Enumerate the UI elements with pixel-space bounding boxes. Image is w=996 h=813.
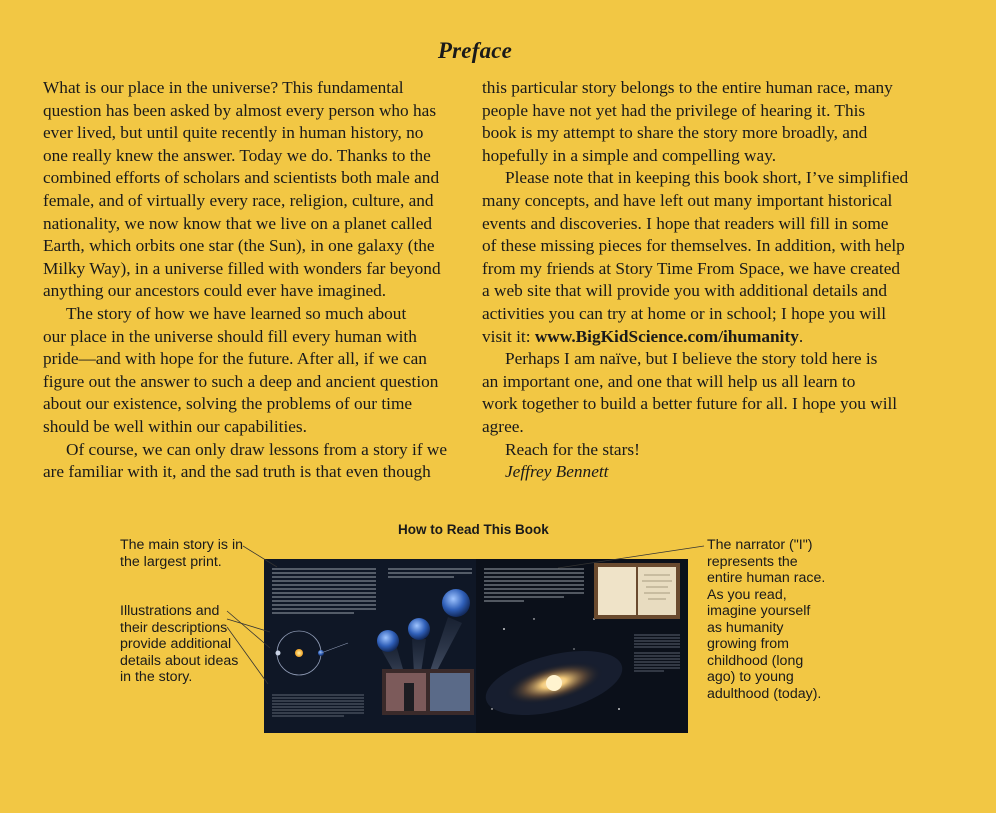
- text-line: one really knew the answer. Today we do. Thanks to the: [43, 145, 431, 165]
- callout-line: The narrator ("I"): [707, 537, 813, 553]
- text-line: question has been asked by almost every person who has: [43, 100, 437, 120]
- callout-line: adulthood (today).: [707, 685, 822, 702]
- left-text-column: [43, 77, 448, 484]
- callout-main-story: [120, 537, 243, 570]
- callout-line: represents the: [707, 553, 798, 570]
- text-line: an important one, and one that will help us all learn to: [482, 371, 856, 391]
- text-line: our place in the universe should fill every human with: [43, 326, 417, 346]
- text-line: many concepts, and have left out many important historical: [482, 190, 893, 210]
- text-line: events and discoveries. I hope that readers will fill in some: [482, 213, 889, 233]
- website-link[interactable]: www.BigKidScience.com/ihumanity: [534, 326, 799, 346]
- text-line: people have not yet had the privilege of hearing it. This: [482, 100, 866, 120]
- text-line: a web site that will provide you with additional details and: [482, 281, 888, 301]
- callout-narrator: [707, 537, 825, 702]
- callout-line: The main story is in: [120, 537, 243, 553]
- text-line: activities you can try at home or in school; I hope you will: [482, 303, 887, 323]
- text-line: The story of how we have learned so much about: [66, 303, 407, 323]
- url-line: [482, 326, 910, 349]
- text-line: Milky Way), in a universe filled with wonders far beyond: [43, 258, 441, 278]
- text-line: should be well within our capabilities.: [43, 416, 307, 436]
- visit-suffix: .: [798, 326, 804, 346]
- text-line: about our existence, solving the problems of our time: [43, 394, 413, 414]
- window-scene: [382, 669, 474, 715]
- book-spread-illustration: [264, 559, 688, 733]
- callout-illustrations: [120, 603, 238, 686]
- text-line: ever lived, but until quite recently in human history, no: [43, 123, 424, 143]
- text-line: nationality, we now know that we live on a planet called: [43, 213, 433, 233]
- text-line: hopefully in a simple and compelling way.: [482, 145, 777, 165]
- text-line: Earth, which orbits one star (the Sun), in one galaxy (the: [43, 236, 435, 256]
- text-line: work together to build a better future for all. I hope you will: [482, 394, 898, 414]
- signature: Jeffrey Bennett: [505, 462, 609, 482]
- closing-line: Reach for the stars!: [505, 439, 640, 459]
- callout-line: ago) to young: [707, 669, 794, 685]
- text-line: this particular story belongs to the entire human race, many: [482, 78, 893, 97]
- text-line: Perhaps I am naïve, but I believe the story told here is: [505, 349, 878, 369]
- text-line: Of course, we can only draw lessons from a story if we: [66, 439, 448, 459]
- old-book-image: [594, 563, 680, 619]
- text-line: pride—and with hope for the future. After all, if we can: [43, 349, 427, 369]
- text-line: agree.: [482, 416, 524, 436]
- callout-line: in the story.: [120, 669, 193, 685]
- text-line: Please note that in keeping this book short, I’ve simplified: [505, 168, 909, 188]
- text-line: combined efforts of scholars and scientists both male and: [43, 168, 440, 188]
- callout-line: the largest print.: [120, 553, 222, 570]
- visit-prefix: visit it:: [482, 326, 535, 346]
- text-line: book is my attempt to share the story more broadly, and: [482, 123, 868, 143]
- callout-line: Illustrations and: [120, 603, 220, 619]
- callout-line: imagine yourself: [707, 603, 811, 619]
- text-line: are familiar with it, and the sad truth is that even though: [43, 462, 431, 482]
- callout-line: their descriptions: [120, 619, 228, 636]
- text-line: What is our place in the universe? This fundamental: [43, 78, 404, 97]
- callout-line: childhood (long: [707, 652, 804, 669]
- preface-title: Preface: [437, 38, 513, 63]
- text-line: female, and of virtually every race, religion, culture, and: [43, 190, 434, 210]
- right-text-column: [482, 77, 910, 484]
- callout-line: As you read,: [707, 586, 787, 603]
- text-line: from my friends at Story Time From Space, we have created: [482, 258, 901, 278]
- callout-line: details about ideas: [120, 652, 239, 669]
- how-to-read-title: How to Read This Book: [398, 522, 549, 537]
- text-line: figure out the answer to such a deep and ancient question: [43, 371, 439, 391]
- callout-line: entire human race.: [707, 570, 826, 586]
- callout-line: provide additional: [120, 636, 232, 652]
- callout-line: growing from: [707, 636, 790, 652]
- text-line: anything our ancestors could ever have imagined.: [43, 281, 387, 301]
- text-line: of these missing pieces for themselves. In addition, with help: [482, 236, 905, 256]
- callout-line: as humanity: [707, 619, 784, 636]
